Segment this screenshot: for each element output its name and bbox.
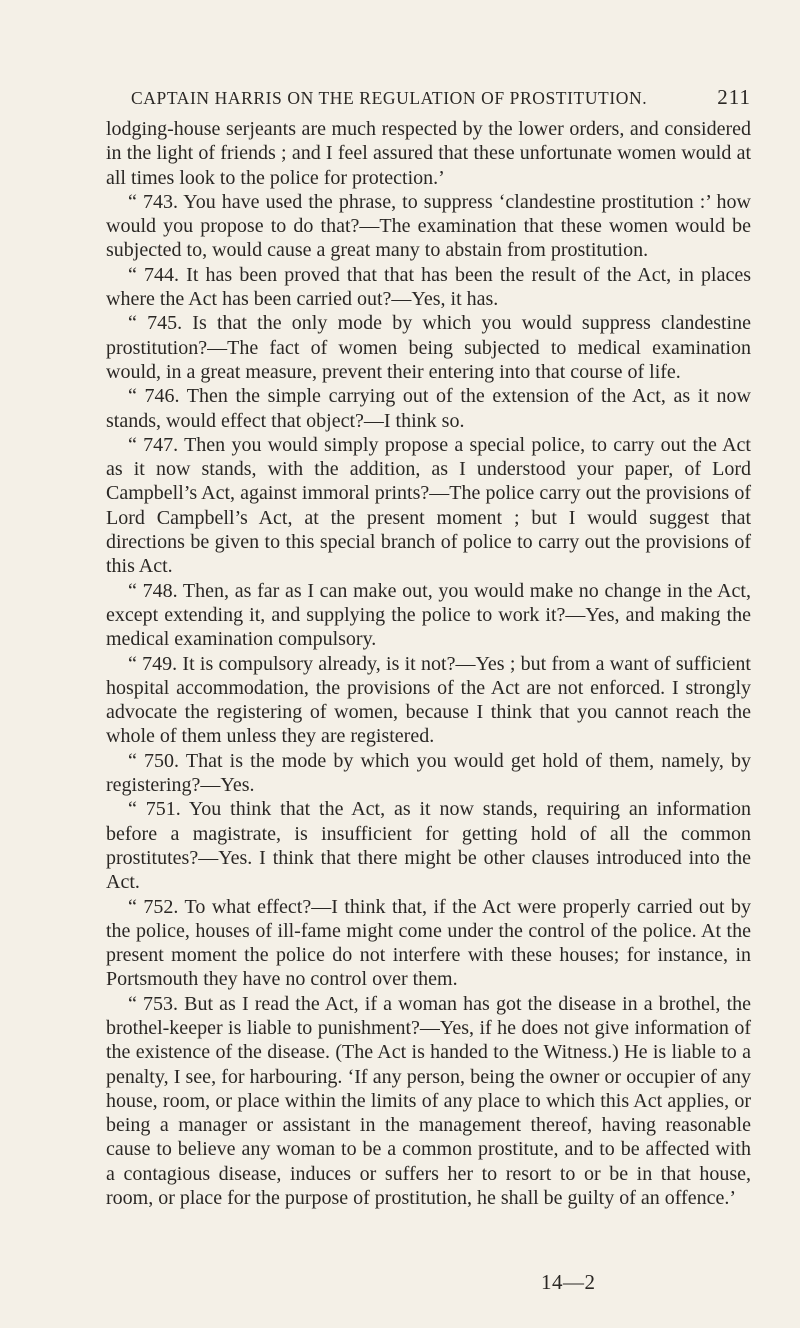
running-head-title: CAPTAIN HARRIS ON THE REGULATION OF PROSTITUTION.: [131, 88, 648, 108]
body-text: [106, 117, 751, 1210]
paragraph: “ 745. Is that the only mode by which you would suppress clandestine prostitution?—The fact of women being subjected to medical examination would, in a great measure, prevent their entering into that course of life.: [106, 312, 751, 383]
paragraph: lodging-house serjeants are much respected by the lower orders, and considered in the light of friends ; and I feel assured that these unfortunate women would at all times look to the police for protection.’: [106, 118, 751, 189]
paragraph: “ 753. But as I read the Act, if a woman has got the disease in a brothel, the brothel-keeper is liable to punishment?—Yes, if he does not give information of the existence of the disease. (The Act is handed to the Witness.) He is liable to a penalty, I see, for harbouring. ‘If any person, being the owner or occupier of any house, room, or place within the limits of any place to which this Act applies, or being a manager or assistant in the management thereof, having reasonable cause to believe any woman to be a common prostitute, and to be affected with a contagious disease, induces or suffers her to resort to or be in that house, room, or place for the purpose of prostitution, he shall be guilty of an offence.’: [106, 992, 751, 1210]
page-number: 211: [717, 85, 751, 109]
paragraph: “ 746. Then the simple carrying out of the extension of the Act, as it now stands, would effect that object?—I think so.: [106, 385, 751, 432]
paragraph: “ 751. You think that the Act, as it now stands, requiring an information before a magistrate, is insufficient for getting hold of all the common prostitutes?—Yes. I think that there might be other clauses introduced into the Act.: [106, 798, 751, 894]
paragraph: “ 749. It is compulsory already, is it not?—Yes ; but from a want of sufficient hospital accommodation, the provisions of the Act are not enforced. I strongly advocate the registering of women, because I think that you cannot reach the whole of them unless they are registered.: [106, 652, 751, 748]
paragraph: “ 744. It has been proved that that has been the result of the Act, in places where the Act has been carried out?—Yes, it has.: [106, 263, 751, 311]
signature-mark: 14—2: [541, 1270, 596, 1294]
paragraph: “ 750. That is the mode by which you would get hold of them, namely, by registering?—Yes.: [106, 749, 751, 797]
paragraph: “ 748. Then, as far as I can make out, you would make no change in the Act, except extending it, and supplying the police to work it?—Yes, and making the medical examination compulsory.: [106, 579, 751, 651]
running-head: [131, 85, 751, 109]
paragraph: “ 743. You have used the phrase, to suppress ‘clandestine prostitution :’ how would you propose to do that?—The examination that these women would be subjected to, would cause a great many to abstain from prostitution.: [106, 190, 751, 262]
paragraph: “ 752. To what effect?—I think that, if the Act were properly carried out by the police, houses of ill-fame might come under the control of the police. At the present moment the police do not interfere with these houses; for instance, in Portsmouth they have no control over them.: [106, 895, 751, 991]
paragraph: “ 747. Then you would simply propose a special police, to carry out the Act as it now stands, with the addition, as I understood your paper, of Lord Campbell’s Act, against immoral prints?—The police carry out the provisions of Lord Campbell’s Act, at the present moment ; but I would suggest that directions be given to this special branch of police to carry out the provisions of this Act.: [106, 433, 751, 578]
